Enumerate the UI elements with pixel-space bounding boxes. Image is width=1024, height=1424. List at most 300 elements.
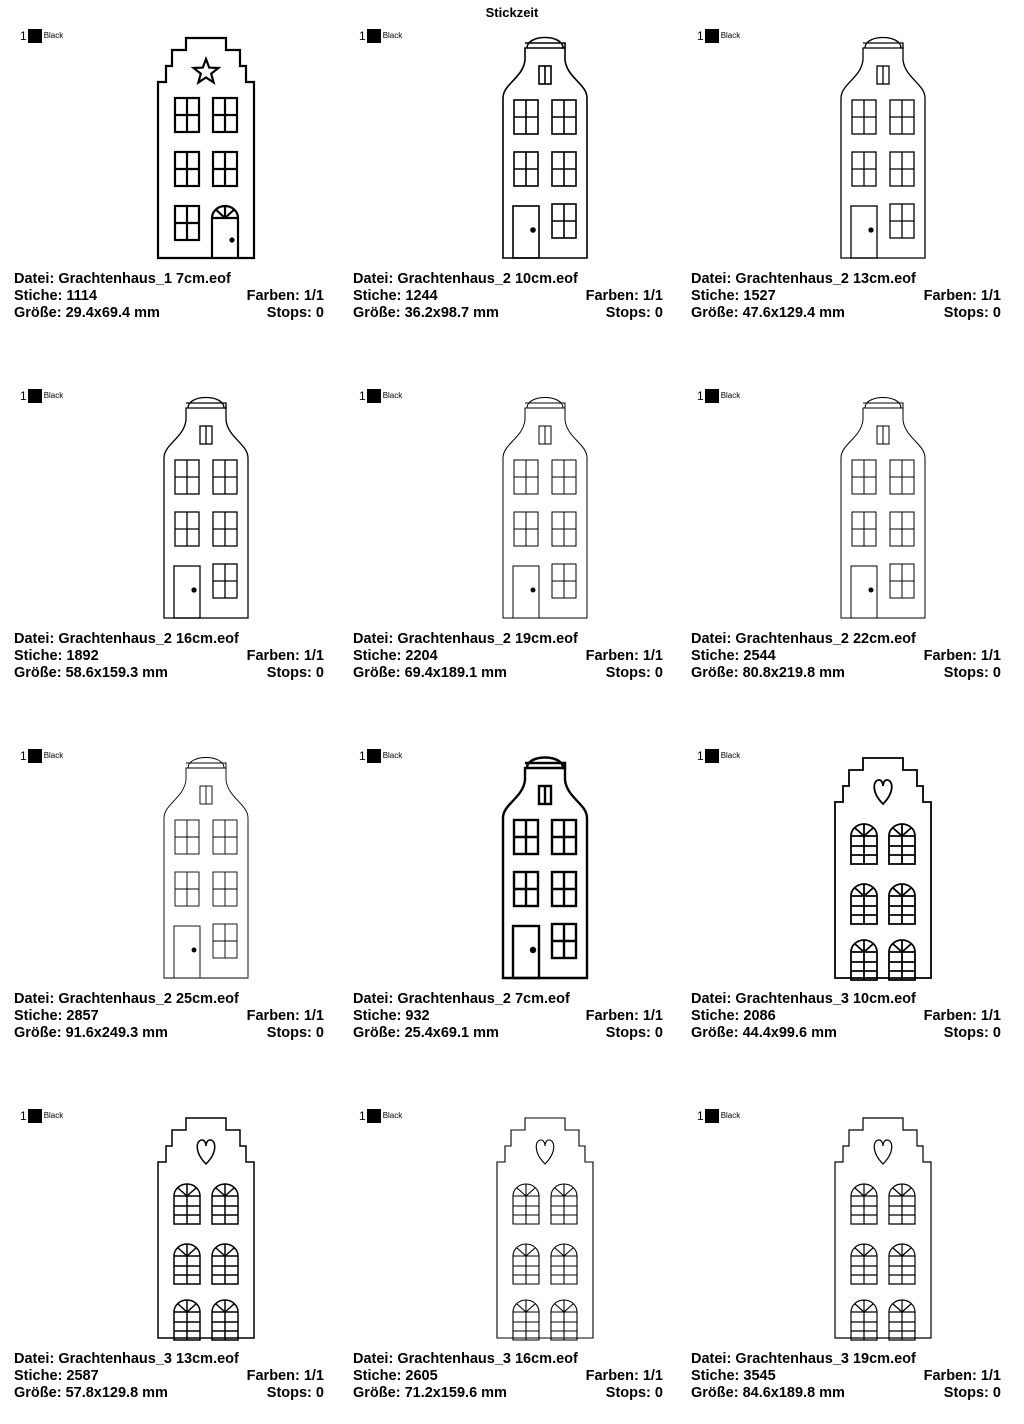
- color-swatch: [697, 28, 740, 44]
- house-preview-image: [14, 386, 344, 626]
- design-card: [691, 386, 1021, 716]
- color-count-part: Farben:: [246, 1368, 300, 1384]
- file-line: [353, 1351, 663, 1368]
- stop-count: [267, 1385, 324, 1402]
- design-size: [14, 1025, 168, 1042]
- stitch-count-part: 3545: [743, 1368, 776, 1384]
- color-count-part: 1/1: [303, 1008, 324, 1024]
- file-name: [14, 631, 239, 648]
- file-name-part: Grachtenhaus_2 13cm.eof: [735, 271, 916, 287]
- file-name: [353, 991, 570, 1008]
- file-name-part: Grachtenhaus_2 22cm.eof: [735, 631, 916, 647]
- color-count: [247, 1368, 324, 1385]
- file-name-part: Datei:: [14, 271, 55, 287]
- design-size-part: Größe:: [353, 665, 401, 681]
- color-count: [924, 1368, 1001, 1385]
- stitch-count-part: Stiche:: [691, 1368, 740, 1384]
- stop-count-part: 0: [654, 665, 663, 681]
- stitch-count-part: 2086: [743, 1008, 776, 1024]
- stitches-line: [14, 288, 324, 305]
- size-line: [691, 305, 1001, 322]
- file-name: [353, 1351, 578, 1368]
- color-swatch: [359, 388, 402, 404]
- stop-count: [267, 665, 324, 682]
- stop-count-part: 0: [992, 305, 1001, 321]
- file-line: [14, 991, 324, 1008]
- stop-count-part: Stops:: [605, 665, 651, 681]
- stop-count-part: 0: [315, 1385, 324, 1401]
- file-name: [14, 1351, 239, 1368]
- stop-count: [606, 1385, 663, 1402]
- color-count: [924, 648, 1001, 665]
- swatch-color-name: Black: [43, 391, 64, 400]
- stitch-count: [14, 288, 97, 305]
- design-size-part: 25.4x69.1 mm: [404, 1025, 499, 1041]
- house-preview-image: [353, 386, 683, 626]
- color-swatch: [359, 748, 402, 764]
- file-line: [691, 1351, 1001, 1368]
- gable-cap-icon: [186, 398, 226, 409]
- design-card: [353, 746, 683, 1076]
- design-info: [353, 271, 663, 322]
- file-line: [353, 991, 663, 1008]
- gable-cap-icon: [525, 758, 565, 769]
- design-size-part: Größe:: [691, 305, 739, 321]
- design-size-part: Größe:: [14, 665, 62, 681]
- swatch-index: 1: [359, 749, 366, 763]
- stitch-count: [691, 1368, 776, 1385]
- color-count: [586, 1008, 663, 1025]
- house-outline: [503, 38, 587, 259]
- swatch-color-name: Black: [720, 1111, 741, 1120]
- design-size-part: 47.6x129.4 mm: [742, 305, 845, 321]
- stop-count-part: Stops:: [605, 305, 651, 321]
- design-size: [691, 1385, 845, 1402]
- stitch-count-part: 2204: [405, 648, 438, 664]
- house-preview-image: [353, 26, 683, 266]
- stitch-count-part: Stiche:: [353, 288, 402, 304]
- house-outline: [503, 758, 587, 979]
- house-preview-image: [353, 1106, 683, 1346]
- file-name-part: Grachtenhaus_3 13cm.eof: [58, 1351, 239, 1367]
- stop-count-part: 0: [315, 305, 324, 321]
- color-count-part: 1/1: [642, 288, 663, 304]
- house-preview-image: [691, 746, 1021, 986]
- stitch-count-part: Stiche:: [691, 648, 740, 664]
- color-count-part: 1/1: [642, 1008, 663, 1024]
- gable-cap-icon: [525, 38, 565, 49]
- swatch-index: 1: [20, 29, 27, 43]
- color-count-part: Farben:: [923, 288, 977, 304]
- color-swatch: [20, 28, 63, 44]
- color-count-part: Farben:: [246, 648, 300, 664]
- swatch-index: 1: [697, 389, 704, 403]
- stop-count-part: Stops:: [605, 1025, 651, 1041]
- design-size-part: Größe:: [14, 305, 62, 321]
- stitch-count: [691, 288, 776, 305]
- house-outline: [503, 398, 587, 619]
- size-line: [691, 1385, 1001, 1402]
- swatch-color-box: [28, 1109, 42, 1123]
- color-count-part: 1/1: [303, 648, 324, 664]
- color-count-part: Farben:: [246, 1008, 300, 1024]
- design-info: [14, 271, 324, 322]
- color-count: [924, 1008, 1001, 1025]
- file-name: [691, 991, 916, 1008]
- stop-count: [944, 305, 1001, 322]
- file-name-part: Datei:: [14, 1351, 55, 1367]
- color-count-part: Farben:: [585, 1008, 639, 1024]
- house-preview-image: [14, 1106, 344, 1346]
- swatch-color-box: [705, 29, 719, 43]
- stitch-count: [353, 648, 438, 665]
- stitch-count-part: 1527: [743, 288, 776, 304]
- file-name: [14, 271, 231, 288]
- color-count-part: 1/1: [980, 1368, 1001, 1384]
- design-info: [14, 631, 324, 682]
- color-swatch: [20, 1108, 63, 1124]
- file-name-part: Datei:: [691, 1351, 732, 1367]
- house-outline: [164, 758, 248, 979]
- color-swatch: [20, 388, 63, 404]
- house-outline: [164, 398, 248, 619]
- file-name: [353, 271, 578, 288]
- stitch-count-part: Stiche:: [691, 1008, 740, 1024]
- heart-ornament-icon: [874, 1140, 892, 1164]
- size-line: [353, 1385, 663, 1402]
- facade-outline: [835, 1118, 931, 1338]
- swatch-color-name: Black: [720, 391, 741, 400]
- stitch-count-part: Stiche:: [353, 1368, 402, 1384]
- swatch-color-name: Black: [43, 31, 64, 40]
- design-size-part: 71.2x159.6 mm: [404, 1385, 507, 1401]
- stop-count-part: Stops:: [266, 665, 312, 681]
- design-info: [353, 991, 663, 1042]
- facade-outline: [158, 38, 254, 258]
- size-line: [14, 665, 324, 682]
- file-name-part: Grachtenhaus_2 25cm.eof: [58, 991, 239, 1007]
- house-preview-image: [691, 1106, 1021, 1346]
- stitches-line: [14, 1008, 324, 1025]
- stop-count-part: Stops:: [266, 1385, 312, 1401]
- stitch-count: [14, 1368, 99, 1385]
- stitch-count: [14, 1008, 99, 1025]
- stop-count-part: 0: [315, 1025, 324, 1041]
- stitch-count-part: 2857: [66, 1008, 99, 1024]
- swatch-index: 1: [697, 1109, 704, 1123]
- design-size: [14, 665, 168, 682]
- facade-outline: [158, 1118, 254, 1338]
- file-name-part: Grachtenhaus_3 16cm.eof: [397, 1351, 578, 1367]
- stop-count-part: Stops:: [266, 305, 312, 321]
- design-size-part: 91.6x249.3 mm: [65, 1025, 168, 1041]
- size-line: [14, 305, 324, 322]
- design-size-part: 58.6x159.3 mm: [65, 665, 168, 681]
- color-swatch: [359, 28, 402, 44]
- swatch-index: 1: [20, 749, 27, 763]
- design-size: [14, 1385, 168, 1402]
- gable-cap-icon: [525, 398, 565, 409]
- design-size-part: Größe:: [353, 1385, 401, 1401]
- stop-count-part: Stops:: [943, 1025, 989, 1041]
- color-count-part: Farben:: [923, 1368, 977, 1384]
- gable-cap-icon: [863, 398, 903, 409]
- file-name-part: Grachtenhaus_2 19cm.eof: [397, 631, 578, 647]
- stitch-count: [14, 648, 99, 665]
- file-line: [691, 991, 1001, 1008]
- stop-count: [606, 665, 663, 682]
- design-size-part: Größe:: [14, 1025, 62, 1041]
- house-outline: [835, 1118, 931, 1340]
- stitch-count: [691, 1008, 776, 1025]
- size-line: [353, 305, 663, 322]
- heart-ornament-icon: [536, 1140, 554, 1164]
- stitch-count-part: 2544: [743, 648, 776, 664]
- design-size: [691, 665, 845, 682]
- color-count-part: 1/1: [642, 648, 663, 664]
- file-name-part: Grachtenhaus_2 10cm.eof: [397, 271, 578, 287]
- size-line: [691, 1025, 1001, 1042]
- swatch-color-box: [705, 1109, 719, 1123]
- house-outline: [158, 38, 254, 258]
- design-card: [14, 1106, 344, 1424]
- color-count-part: Farben:: [923, 1008, 977, 1024]
- gable-cap-icon: [863, 38, 903, 49]
- file-name-part: Datei:: [353, 631, 394, 647]
- door-icon: [513, 566, 539, 618]
- color-count-part: Farben:: [585, 1368, 639, 1384]
- stitches-line: [353, 288, 663, 305]
- swatch-color-box: [367, 749, 381, 763]
- swatch-color-box: [367, 1109, 381, 1123]
- swatch-color-name: Black: [382, 391, 403, 400]
- design-size: [353, 305, 499, 322]
- design-info: [691, 991, 1001, 1042]
- door-icon: [851, 206, 877, 258]
- design-size-part: 69.4x189.1 mm: [404, 665, 507, 681]
- stop-count: [944, 665, 1001, 682]
- stitch-count-part: Stiche:: [353, 1008, 402, 1024]
- design-size: [691, 305, 845, 322]
- file-line: [691, 271, 1001, 288]
- color-count-part: 1/1: [980, 288, 1001, 304]
- file-name-part: Datei:: [691, 631, 732, 647]
- stitch-count: [353, 288, 438, 305]
- swatch-index: 1: [359, 1109, 366, 1123]
- star-ornament-icon: [194, 59, 219, 83]
- stop-count-part: 0: [992, 665, 1001, 681]
- house-outline: [158, 1118, 254, 1340]
- file-name-part: Datei:: [353, 271, 394, 287]
- file-name: [14, 991, 239, 1008]
- house-preview-image: [14, 746, 344, 986]
- swatch-color-name: Black: [382, 751, 403, 760]
- stitches-line: [691, 648, 1001, 665]
- file-name-part: Grachtenhaus_2 7cm.eof: [397, 991, 570, 1007]
- color-count: [586, 648, 663, 665]
- swatch-color-box: [705, 389, 719, 403]
- size-line: [691, 665, 1001, 682]
- swatch-color-name: Black: [43, 751, 64, 760]
- color-count: [247, 648, 324, 665]
- file-name-part: Grachtenhaus_1 7cm.eof: [58, 271, 231, 287]
- house-outline: [835, 758, 931, 980]
- swatch-index: 1: [20, 389, 27, 403]
- stop-count: [944, 1385, 1001, 1402]
- color-count: [586, 288, 663, 305]
- design-card: [353, 1106, 683, 1424]
- swatch-color-box: [367, 389, 381, 403]
- color-swatch: [697, 388, 740, 404]
- file-name-part: Grachtenhaus_2 16cm.eof: [58, 631, 239, 647]
- door-icon: [174, 566, 200, 618]
- swatch-color-box: [367, 29, 381, 43]
- color-count-part: 1/1: [642, 1368, 663, 1384]
- file-name-part: Datei:: [691, 991, 732, 1007]
- file-name-part: Datei:: [353, 1351, 394, 1367]
- stitches-line: [691, 1008, 1001, 1025]
- file-line: [14, 631, 324, 648]
- stitch-count-part: 2587: [66, 1368, 99, 1384]
- design-card: [691, 1106, 1021, 1424]
- swatch-color-name: Black: [382, 1111, 403, 1120]
- file-line: [353, 271, 663, 288]
- file-name-part: Datei:: [14, 991, 55, 1007]
- stop-count-part: Stops:: [605, 1385, 651, 1401]
- file-name-part: Grachtenhaus_3 10cm.eof: [735, 991, 916, 1007]
- design-size: [353, 1025, 499, 1042]
- file-name: [691, 1351, 916, 1368]
- house-outline: [497, 1118, 593, 1340]
- stop-count-part: 0: [654, 1025, 663, 1041]
- stop-count-part: Stops:: [943, 1385, 989, 1401]
- file-name-part: Grachtenhaus_3 19cm.eof: [735, 1351, 916, 1367]
- heart-ornament-icon: [874, 780, 892, 804]
- file-name: [691, 271, 916, 288]
- house-preview-image: [353, 746, 683, 986]
- house-preview-image: [691, 386, 1021, 626]
- stop-count-part: 0: [654, 305, 663, 321]
- design-info: [353, 1351, 663, 1402]
- design-size-part: Größe:: [691, 1385, 739, 1401]
- stop-count: [606, 305, 663, 322]
- design-info: [691, 1351, 1001, 1402]
- file-name-part: Datei:: [14, 631, 55, 647]
- color-swatch: [20, 748, 63, 764]
- stitch-count-part: 1114: [66, 288, 98, 304]
- stitch-count-part: 932: [405, 1008, 430, 1024]
- color-count: [924, 288, 1001, 305]
- design-size: [691, 1025, 837, 1042]
- stitch-count-part: 1244: [405, 288, 438, 304]
- design-card: [14, 386, 344, 716]
- swatch-color-box: [705, 749, 719, 763]
- stop-count: [606, 1025, 663, 1042]
- design-size: [14, 305, 160, 322]
- design-size-part: Größe:: [353, 305, 401, 321]
- heart-ornament-icon: [197, 1140, 215, 1164]
- swatch-color-name: Black: [720, 751, 741, 760]
- color-swatch: [697, 748, 740, 764]
- stitch-count-part: Stiche:: [14, 648, 63, 664]
- stop-count-part: Stops:: [943, 305, 989, 321]
- facade-outline: [497, 1118, 593, 1338]
- color-count: [586, 1368, 663, 1385]
- house-outline: [841, 398, 925, 619]
- color-count-part: 1/1: [303, 288, 324, 304]
- stitch-count-part: Stiche:: [14, 1368, 63, 1384]
- design-size-part: Größe:: [691, 1025, 739, 1041]
- swatch-color-box: [28, 749, 42, 763]
- house-preview-image: [691, 26, 1021, 266]
- size-line: [14, 1025, 324, 1042]
- design-size-part: 80.8x219.8 mm: [742, 665, 845, 681]
- file-line: [14, 1351, 324, 1368]
- stitches-line: [353, 1368, 663, 1385]
- file-name: [353, 631, 578, 648]
- swatch-index: 1: [359, 389, 366, 403]
- color-count: [247, 1008, 324, 1025]
- design-size-part: 57.8x129.8 mm: [65, 1385, 168, 1401]
- stitches-line: [691, 1368, 1001, 1385]
- design-size-part: Größe:: [353, 1025, 401, 1041]
- design-size: [353, 665, 507, 682]
- design-card: [691, 26, 1021, 356]
- stitches-line: [353, 1008, 663, 1025]
- design-info: [353, 631, 663, 682]
- color-count-part: 1/1: [980, 648, 1001, 664]
- swatch-index: 1: [697, 749, 704, 763]
- swatch-index: 1: [20, 1109, 27, 1123]
- design-size: [353, 1385, 507, 1402]
- stop-count-part: 0: [654, 1385, 663, 1401]
- color-count-part: Farben:: [585, 648, 639, 664]
- stop-count: [267, 1025, 324, 1042]
- gable-cap-icon: [186, 758, 226, 769]
- stop-count: [267, 305, 324, 322]
- facade-outline: [835, 758, 931, 978]
- design-card: [14, 746, 344, 1076]
- stop-count-part: 0: [992, 1025, 1001, 1041]
- color-count-part: 1/1: [980, 1008, 1001, 1024]
- size-line: [14, 1385, 324, 1402]
- stitch-count-part: Stiche:: [353, 648, 402, 664]
- color-count-part: Farben:: [585, 288, 639, 304]
- stitches-line: [14, 1368, 324, 1385]
- stitch-count: [691, 648, 776, 665]
- stop-count-part: Stops:: [943, 665, 989, 681]
- color-count: [247, 288, 324, 305]
- house-outline: [841, 38, 925, 259]
- design-size-part: 44.4x99.6 mm: [742, 1025, 837, 1041]
- file-line: [353, 631, 663, 648]
- design-size-part: 84.6x189.8 mm: [742, 1385, 845, 1401]
- color-count-part: Farben:: [923, 648, 977, 664]
- design-info: [14, 1351, 324, 1402]
- design-size-part: Größe:: [14, 1385, 62, 1401]
- stitch-count-part: 1892: [66, 648, 99, 664]
- swatch-index: 1: [359, 29, 366, 43]
- swatch-index: 1: [697, 29, 704, 43]
- stitch-count-part: 2605: [405, 1368, 438, 1384]
- color-swatch: [697, 1108, 740, 1124]
- design-card: [691, 746, 1021, 1076]
- file-name-part: Datei:: [691, 271, 732, 287]
- stop-count: [944, 1025, 1001, 1042]
- house-preview-image: [14, 26, 344, 266]
- design-info: [691, 631, 1001, 682]
- swatch-color-name: Black: [720, 31, 741, 40]
